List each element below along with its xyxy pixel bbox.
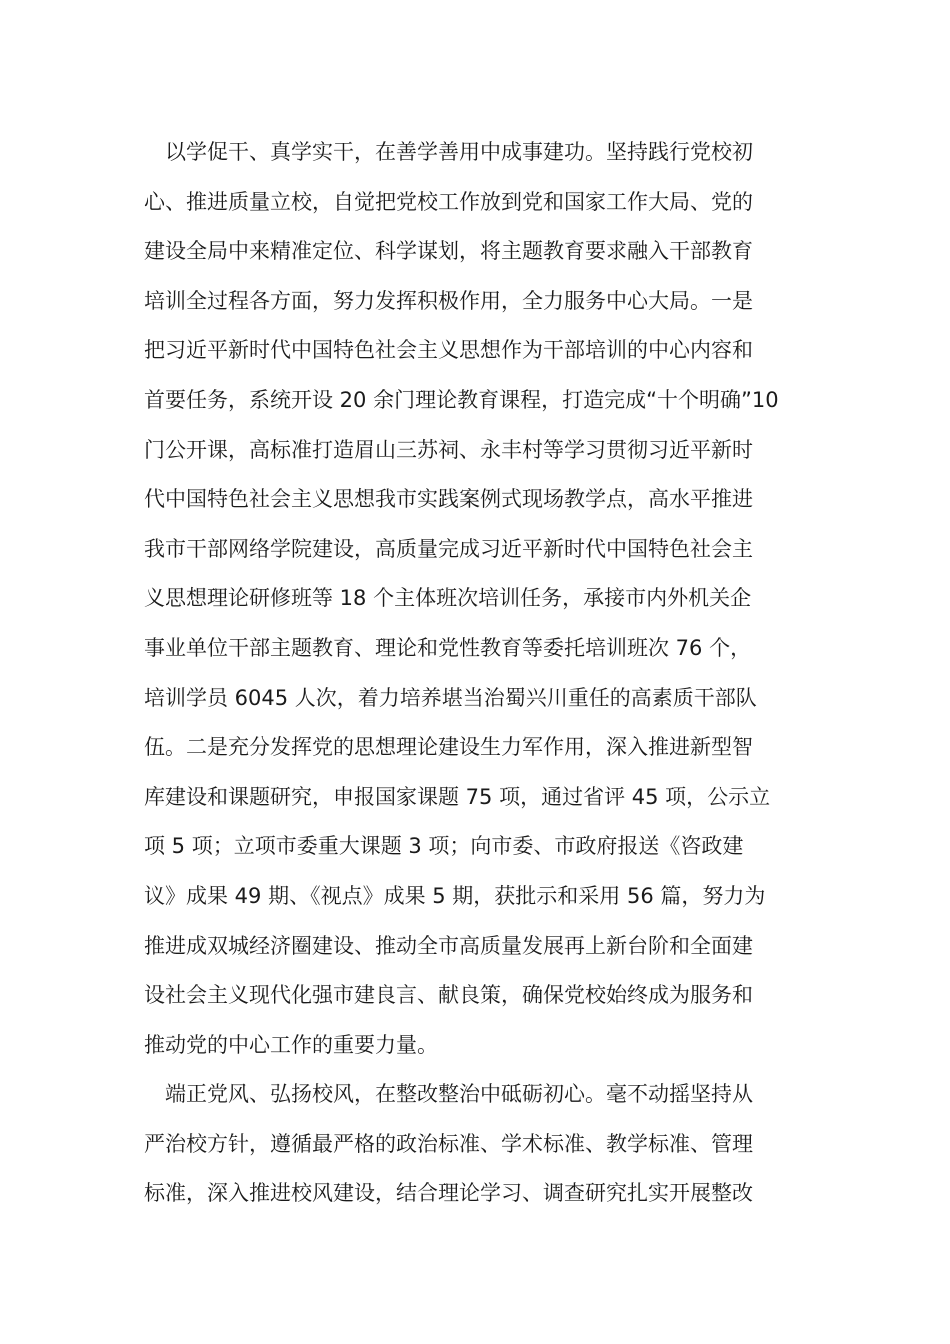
- paragraph-line: 设社会主义现代化强市建良言、献良策，确保党校始终成为服务和: [144, 983, 753, 1008]
- paragraph-line: 事业单位干部主题教育、理论和党性教育等委托培训班次 76 个，: [144, 635, 752, 660]
- paragraph-1: [144, 128, 808, 1070]
- paragraph-line: 库建设和课题研究，申报国家课题 75 项，通过省评 45 项，公示立: [144, 784, 771, 809]
- paragraph-line: 议》成果 49 期、《视点》成果 5 期，获批示和采用 56 篇，努力为: [144, 883, 766, 908]
- paragraph-line: 培训学员 6045 人次，着力培养堪当治蜀兴川重任的高素质干部队: [144, 685, 757, 710]
- paragraph-line: 门公开课，高标准打造眉山三苏祠、永丰村等学习贯彻习近平新时: [144, 437, 753, 462]
- paragraph-line: 项 5 项；立项市委重大课题 3 项；向市委、市政府报送《咨政建: [144, 834, 744, 859]
- paragraph-line: 把习近平新时代中国特色社会主义思想作为干部培训的中心内容和: [144, 338, 753, 363]
- paragraph-line: 推进成双城经济圈建设、推动全市高质量发展再上新台阶和全面建: [144, 933, 753, 958]
- paragraph-line: 代中国特色社会主义思想我市实践案例式现场教学点，高水平推进: [144, 487, 753, 512]
- paragraph-line: 首要任务，系统开设 20 余门理论教育课程，打造完成“十个明确”10: [144, 387, 779, 412]
- paragraph-line: 心、推进质量立校，自觉把党校工作放到党和国家工作大局、党的: [144, 189, 753, 214]
- paragraph-line: 建设全局中来精准定位、科学谋划，将主题教育要求融入干部教育: [144, 239, 753, 264]
- paragraph-2: [144, 1070, 808, 1219]
- paragraph-line: 义思想理论研修班等 18 个主体班次培训任务，承接市内外机关企: [144, 586, 752, 611]
- paragraph-line: 培训全过程各方面，努力发挥积极作用，全力服务中心大局。一是: [144, 288, 753, 313]
- paragraph-line: 严治校方针，遵循最严格的政治标准、学术标准、教学标准、管理: [144, 1131, 753, 1156]
- paragraph-line: 推动党的中心工作的重要力量。: [144, 1032, 438, 1057]
- paragraph-line: 伍。二是充分发挥党的思想理论建设生力军作用，深入推进新型智: [144, 735, 753, 760]
- paragraph-line: 端正党风、弘扬校风，在整改整治中砥砺初心。毫不动摇坚持从: [144, 1082, 753, 1107]
- paragraph-line: 以学促干、真学实干，在善学善用中成事建功。坚持践行党校初: [144, 140, 753, 164]
- paragraph-line: 标准，深入推进校风建设，结合理论学习、调查研究扎实开展整改: [144, 1181, 753, 1206]
- paragraph-line: 我市干部网络学院建设，高质量完成习近平新时代中国特色社会主: [144, 536, 753, 561]
- body-text: [144, 128, 808, 1219]
